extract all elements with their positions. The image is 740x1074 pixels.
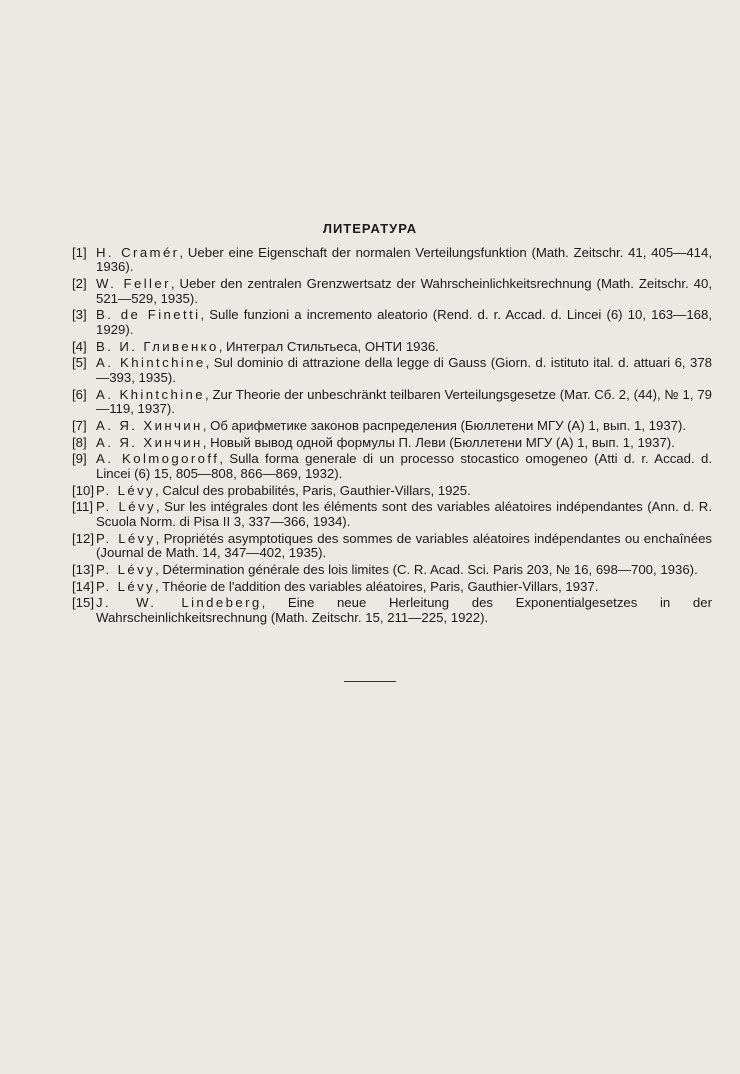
reference-item bbox=[72, 388, 712, 417]
reference-body bbox=[96, 484, 712, 498]
reference-text: , Sul dominio di attrazione della legge di Gauss (Giorn. d. istituto ital. d. attuari 6, 378—393, 1935). bbox=[96, 355, 712, 385]
reference-body bbox=[96, 388, 712, 417]
reference-item bbox=[72, 356, 712, 385]
reference-text: , Sur les intégrales dont les éléments sont des variables aléatoires indépendantes (Ann. d. R. Scuola Norm. di Pisa II 3, 337—366, 1934). bbox=[96, 499, 712, 529]
reference-number: [13] bbox=[72, 561, 94, 577]
reference-item bbox=[72, 452, 712, 481]
reference-author: А. Я. Хинчин bbox=[96, 434, 203, 450]
reference-number: [6] bbox=[72, 386, 87, 402]
reference-number: [15] bbox=[72, 595, 94, 611]
reference-text: , Об арифметике законов распределения (Бюллетени МГУ (А) 1, вып. 1, 1937). bbox=[202, 417, 687, 433]
reference-item bbox=[72, 500, 712, 529]
reference-body bbox=[96, 340, 712, 354]
reference-text: , Ueber eine Eigenschaft der normalen Verteilungsfunktion (Math. Zeitschr. 41, 405—414, 1936). bbox=[96, 245, 713, 275]
reference-author: J. W. Lindeberg bbox=[96, 595, 262, 611]
reference-body bbox=[96, 452, 712, 481]
reference-item bbox=[72, 436, 712, 450]
reference-number: [9] bbox=[72, 451, 87, 467]
reference-text: , Ueber den zentralen Grenzwertsatz der Wahrscheinlichkeitsrechnung (Math. Zeitschr. 40, 521—529, 1935). bbox=[96, 276, 713, 306]
reference-text: , Sulle funzioni a incremento aleatorio (Rend. d. r. Accad. d. Lincei (6) 10, 163—168, 1929). bbox=[96, 307, 712, 337]
reference-item bbox=[72, 308, 712, 337]
reference-author: P. Lévy bbox=[96, 578, 156, 594]
reference-body bbox=[96, 500, 712, 529]
reference-author: A. Kolmogoroff bbox=[96, 451, 220, 467]
reference-author: P. Lévy bbox=[96, 482, 156, 498]
reference-author: В. И. Гливенко bbox=[96, 338, 219, 354]
reference-body bbox=[96, 532, 712, 561]
reference-text: , Théorie de l'addition des variables aléatoires, Paris, Gauthier-Villars, 1937. bbox=[155, 578, 599, 594]
reference-list bbox=[72, 246, 712, 628]
reference-item bbox=[72, 580, 712, 594]
reference-text: , Eine neue Herleitung des Exponentialgesetzes in der Wahrscheinlichkeitsrechnung (Math. Zeitschr. 15, 211—225, 1922). bbox=[96, 595, 712, 625]
reference-author: A. Khintchine bbox=[96, 355, 206, 371]
reference-author: А. Я. Хинчин bbox=[96, 417, 203, 433]
reference-item bbox=[72, 340, 712, 354]
reference-item bbox=[72, 484, 712, 498]
reference-author: P. Lévy bbox=[96, 530, 156, 546]
reference-text: , Sulla forma generale di un processo stocastico omogeneo (Atti d. r. Accad. d. Lincei (6) 15, 805—808, 866—869, 1932). bbox=[96, 451, 712, 481]
end-rule bbox=[344, 681, 396, 682]
reference-author: A. Khintchine bbox=[96, 386, 206, 402]
reference-number: [5] bbox=[72, 355, 87, 371]
reference-item bbox=[72, 246, 712, 275]
reference-text: , Propriétés asymptotiques des sommes de variables aléatoires indépendantes ou enchaînées (Journal de Math. 14, 347—402, 1935). bbox=[96, 530, 712, 561]
reference-item bbox=[72, 277, 712, 306]
reference-number: [10] bbox=[72, 482, 94, 498]
reference-text: , Zur Theorie der unbeschränkt teilbaren Verteilungsgesetze (Мат. Сб. 2, (44), № 1, 79—119, 1937). bbox=[96, 386, 712, 417]
reference-author: W. Feller bbox=[96, 276, 171, 292]
reference-body bbox=[96, 356, 712, 385]
reference-body bbox=[96, 419, 712, 433]
reference-number: [2] bbox=[72, 276, 87, 292]
reference-text: , Calcul des probabilités, Paris, Gauthier-Villars, 1925. bbox=[155, 482, 471, 498]
reference-author: P. Lévy bbox=[96, 499, 156, 515]
reference-author: P. Lévy bbox=[96, 561, 156, 577]
page-title: ЛИТЕРАТУРА bbox=[322, 221, 418, 236]
reference-text: , Интеграл Стильтьеса, ОНТИ 1936. bbox=[218, 338, 439, 354]
reference-number: [11] bbox=[72, 499, 94, 515]
reference-number: [1] bbox=[72, 245, 87, 260]
reference-body bbox=[96, 277, 712, 306]
reference-number: [8] bbox=[72, 434, 87, 450]
reference-number: [12] bbox=[72, 530, 94, 546]
reference-body bbox=[96, 308, 712, 337]
reference-number: [4] bbox=[72, 338, 87, 354]
reference-number: [14] bbox=[72, 578, 94, 594]
reference-author: H. Cramér bbox=[96, 245, 180, 260]
reference-body bbox=[96, 246, 712, 275]
reference-item bbox=[72, 596, 712, 625]
reference-text: , Détermination générale des lois limites (C. R. Acad. Sci. Paris 203, № 16, 698—700, 1936). bbox=[155, 561, 698, 577]
reference-body bbox=[96, 596, 712, 625]
reference-author: B. de Finetti bbox=[96, 307, 201, 323]
reference-item bbox=[72, 563, 712, 577]
reference-number: [3] bbox=[72, 307, 87, 323]
reference-text: , Новый вывод одной формулы П. Леви (Бюллетени МГУ (А) 1, вып. 1, 1937). bbox=[202, 434, 675, 450]
reference-body bbox=[96, 580, 712, 594]
reference-item bbox=[72, 532, 712, 561]
reference-body bbox=[96, 563, 712, 577]
reference-item bbox=[72, 419, 712, 433]
reference-number: [7] bbox=[72, 417, 87, 433]
reference-body bbox=[96, 436, 712, 450]
